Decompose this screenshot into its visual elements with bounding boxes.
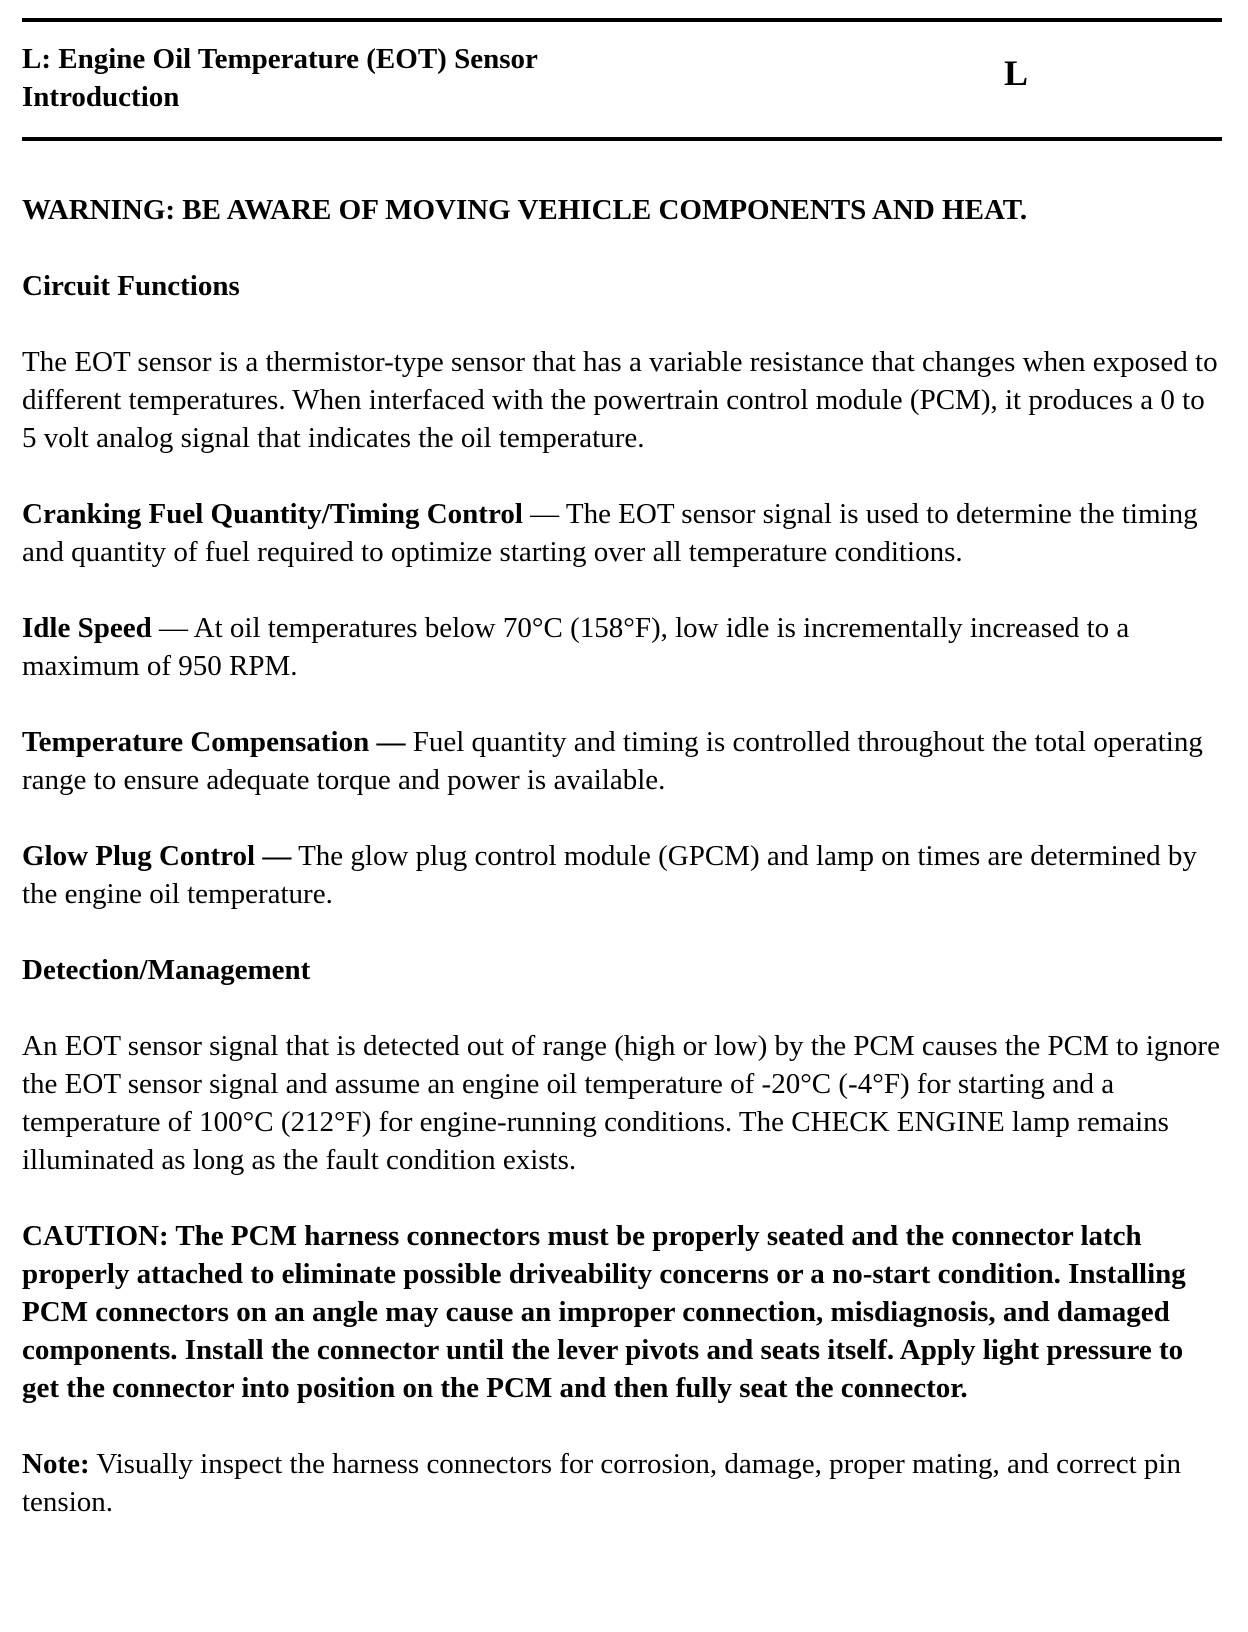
- circuit-functions-intro: The EOT sensor is a thermistor-type sensor that has a variable resistance that changes when exposed to different temperatures. When interfaced with the powertrain control module (PCM), it produces a 0 to 5 volt analog signal that indicates the oil temperature.: [22, 346, 1218, 454]
- warning-text: WARNING: BE AWARE OF MOVING VEHICLE COMPONENTS AND HEAT.: [22, 194, 1028, 226]
- function-item-cranking: [22, 495, 1222, 571]
- note-label: Note:: [22, 1448, 90, 1480]
- detection-text: An EOT sensor signal that is detected out of range (high or low) by the PCM causes the PCM to ignore the EOT sensor signal and assume an engine oil temperature of -20°C (-4°F) for starting and a temperature of 100°C (212°F) for engine-running conditions. The CHECK ENGINE lamp remains illuminated as long as the fault condition exists.: [22, 1030, 1220, 1176]
- document-page: [22, 18, 1222, 1559]
- function-item-text: Fuel quantity and timing is controlled throughout the total operating range to ensure adequate torque and power is available.: [22, 726, 1203, 796]
- section-title: [22, 40, 538, 116]
- function-item-label: Glow Plug Control —: [22, 840, 292, 872]
- function-item-text: The glow plug control module (GPCM) and lamp on times are determined by the engine oil temperature.: [22, 840, 1197, 910]
- document-body: [22, 191, 1222, 1521]
- function-item-label: Cranking Fuel Quantity/Timing Control: [22, 498, 523, 530]
- note-text: Visually inspect the harness connectors for corrosion, damage, proper mating, and correct pin tension.: [22, 1448, 1181, 1518]
- circuit-functions-heading: Circuit Functions: [22, 270, 240, 302]
- section-header: [22, 22, 1222, 137]
- function-item-text: — At oil temperatures below 70°C (158°F), low idle is incrementally increased to a maximum of 950 RPM.: [22, 612, 1130, 682]
- header-bottom-rule: [22, 137, 1222, 141]
- function-item-label: Temperature Compensation —: [22, 726, 406, 758]
- section-title-line2: Introduction: [22, 81, 180, 113]
- section-title-line1: L: Engine Oil Temperature (EOT) Sensor: [22, 43, 538, 75]
- function-item-label: Idle Speed: [22, 612, 152, 644]
- section-letter: L: [1004, 53, 1029, 93]
- detection-heading: Detection/Management: [22, 954, 311, 986]
- note-paragraph: [22, 1445, 1222, 1521]
- function-item-glow-plug-control: [22, 837, 1222, 913]
- function-item-text: — The EOT sensor signal is used to determine the timing and quantity of fuel required to optimize starting over all temperature conditions.: [22, 498, 1198, 568]
- function-item-temperature-compensation: [22, 723, 1222, 799]
- function-item-idle-speed: [22, 609, 1222, 685]
- caution-text: CAUTION: The PCM harness connectors must be properly seated and the connector latch properly attached to eliminate possible driveability concerns or a no-start condition. Installing PCM connectors on an angle may cause an improper connection, misdiagnosis, and damaged components. Install the connector until the lever pivots and seats itself. Apply light pressure to get the connector into position on the PCM and then fully seat the connector.: [22, 1220, 1186, 1404]
